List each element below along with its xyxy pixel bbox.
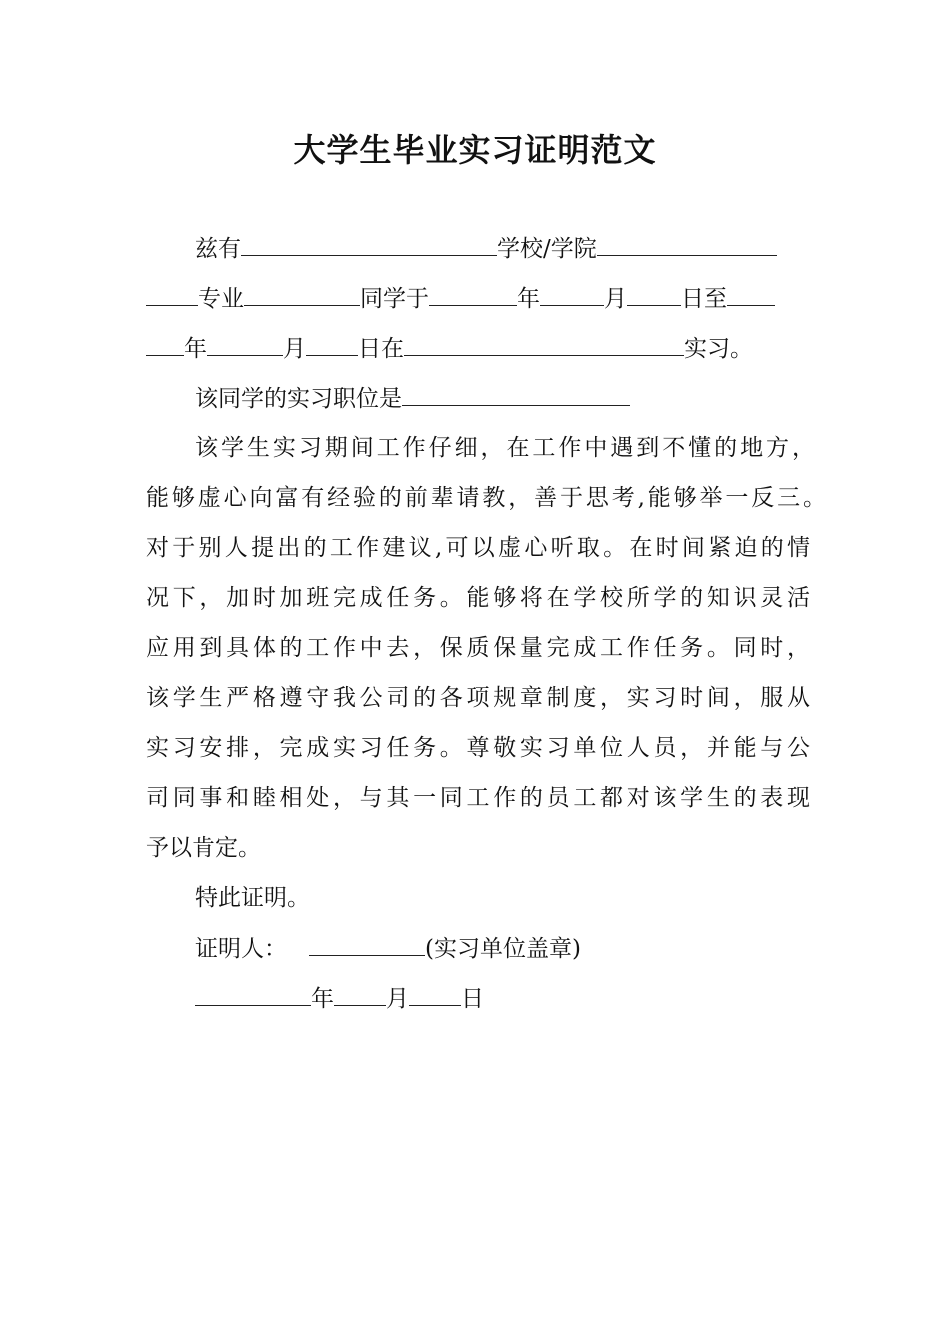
start-month-blank xyxy=(540,283,604,306)
date-day-blank xyxy=(409,983,461,1006)
evaluation-line: 实习安排，完成实习任务。尊敬实习单位人员，并能与公 xyxy=(146,735,810,761)
date-day-label: 日 xyxy=(461,986,484,1012)
intro-line-2 xyxy=(146,283,810,314)
position-blank xyxy=(402,383,630,406)
evaluation-line: 该学生实习期间工作仔细，在工作中遇到不懂的地方， xyxy=(195,435,815,461)
school-blank xyxy=(597,233,777,256)
evaluation-line: 能够虚心向富有经验的前辈请教，善于思考,能够举一反三。 xyxy=(146,485,826,511)
intro-text: 月 xyxy=(283,336,306,362)
intro-text: 年 xyxy=(517,286,540,312)
intro-text: 同学于 xyxy=(360,286,429,312)
evaluation-line: 应用到具体的工作中去，保质保量完成工作任务。同时， xyxy=(146,635,810,661)
date-month-blank xyxy=(334,983,386,1006)
end-day-blank xyxy=(306,333,358,356)
intro-line-1 xyxy=(195,233,815,264)
certifier-blank xyxy=(309,933,425,956)
seal-note: (实习单位盖章) xyxy=(425,936,581,962)
intro-text: 学校/学院 xyxy=(497,236,597,262)
start-day-blank xyxy=(627,283,681,306)
intro-text: 实习。 xyxy=(684,336,753,362)
date-line xyxy=(195,983,815,1014)
evaluation-line: 该学生严格遵守我公司的各项规章制度，实习时间，服从 xyxy=(146,685,810,711)
student-name-blank xyxy=(241,233,497,256)
intro-text: 日至 xyxy=(681,286,727,312)
end-year-blank-cont xyxy=(146,333,184,356)
evaluation-line: 予以肯定。 xyxy=(146,835,261,861)
end-month-blank xyxy=(207,333,283,356)
intro-text: 专业 xyxy=(198,286,244,312)
intro-line-3 xyxy=(146,333,810,364)
evaluation-line: 况下，加时加班完成任务。能够将在学校所学的知识灵活 xyxy=(146,585,810,611)
intro-text: 日在 xyxy=(358,336,404,362)
date-year-label: 年 xyxy=(311,986,334,1012)
closing-statement: 特此证明。 xyxy=(195,885,310,911)
company-blank xyxy=(404,333,684,356)
date-month-label: 月 xyxy=(386,986,409,1012)
certifier-label: 证明人： xyxy=(195,936,287,962)
document-title: 大学生毕业实习证明范文 xyxy=(293,131,657,169)
position-label: 该同学的实习职位是 xyxy=(195,386,402,412)
evaluation-line: 司同事和睦相处，与其一同工作的员工都对该学生的表现 xyxy=(146,785,810,811)
end-year-blank xyxy=(727,283,775,306)
school-blank-cont xyxy=(146,283,198,306)
evaluation-line: 对于别人提出的工作建议,可以虚心听取。在时间紧迫的情 xyxy=(146,535,810,561)
intro-text: 年 xyxy=(184,336,207,362)
intro-text: 月 xyxy=(604,286,627,312)
position-line xyxy=(195,383,815,414)
date-year-blank xyxy=(195,983,311,1006)
major-blank xyxy=(244,283,360,306)
intro-text: 兹有 xyxy=(195,236,241,262)
certifier-line xyxy=(195,933,815,964)
start-year-blank xyxy=(429,283,517,306)
